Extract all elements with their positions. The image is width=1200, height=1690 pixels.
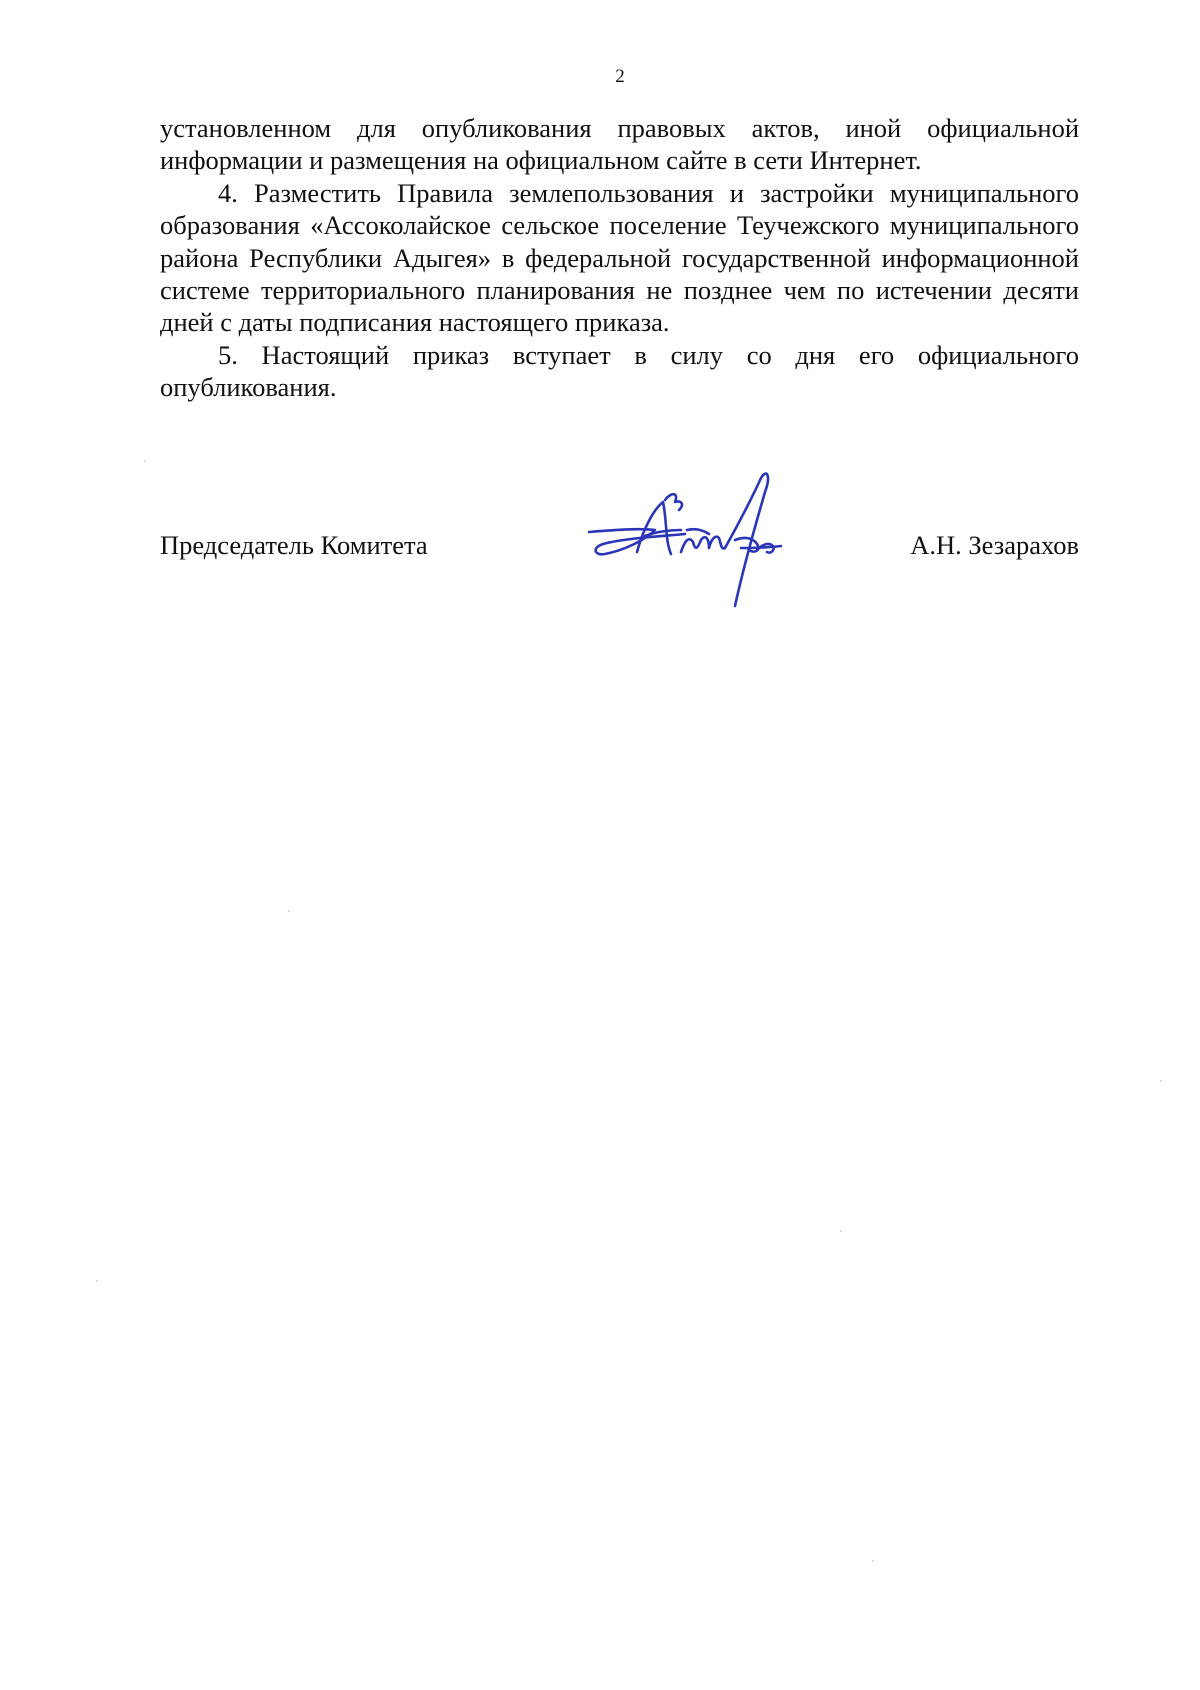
scan-speck [872,1560,874,1562]
scan-speck [840,1230,842,1232]
scan-speck [1160,1080,1162,1082]
scan-speck [288,910,290,912]
paragraph-item-5: 5. Настоящий приказ вступает в силу со дня его официального опубликования. [160,339,1079,403]
scan-speck [96,1280,98,1282]
scan-speck [144,460,146,462]
page-number: 2 [615,66,625,87]
handwritten-signature [585,470,800,610]
signatory-title: Председатель Комитета [160,530,428,560]
paragraph-continuation: установленном для опубликования правовых актов, иной официальной информации и размещения на официальном сайте в сети Интернет. [160,113,1079,176]
paragraph-item-4: 4. Разместить Правила землепользования и застройки муниципального образования «Ассоколайское сельское поселение Теучежского муниципального района Республики Адыгея» в федеральной государственной информационной системе территориального планирования не позднее чем по истечении десяти дней с даты подписания настоящего приказа. [160,177,1079,338]
document-body [160,112,1079,404]
signatory-name: А.Н. Зезарахов [910,530,1079,560]
